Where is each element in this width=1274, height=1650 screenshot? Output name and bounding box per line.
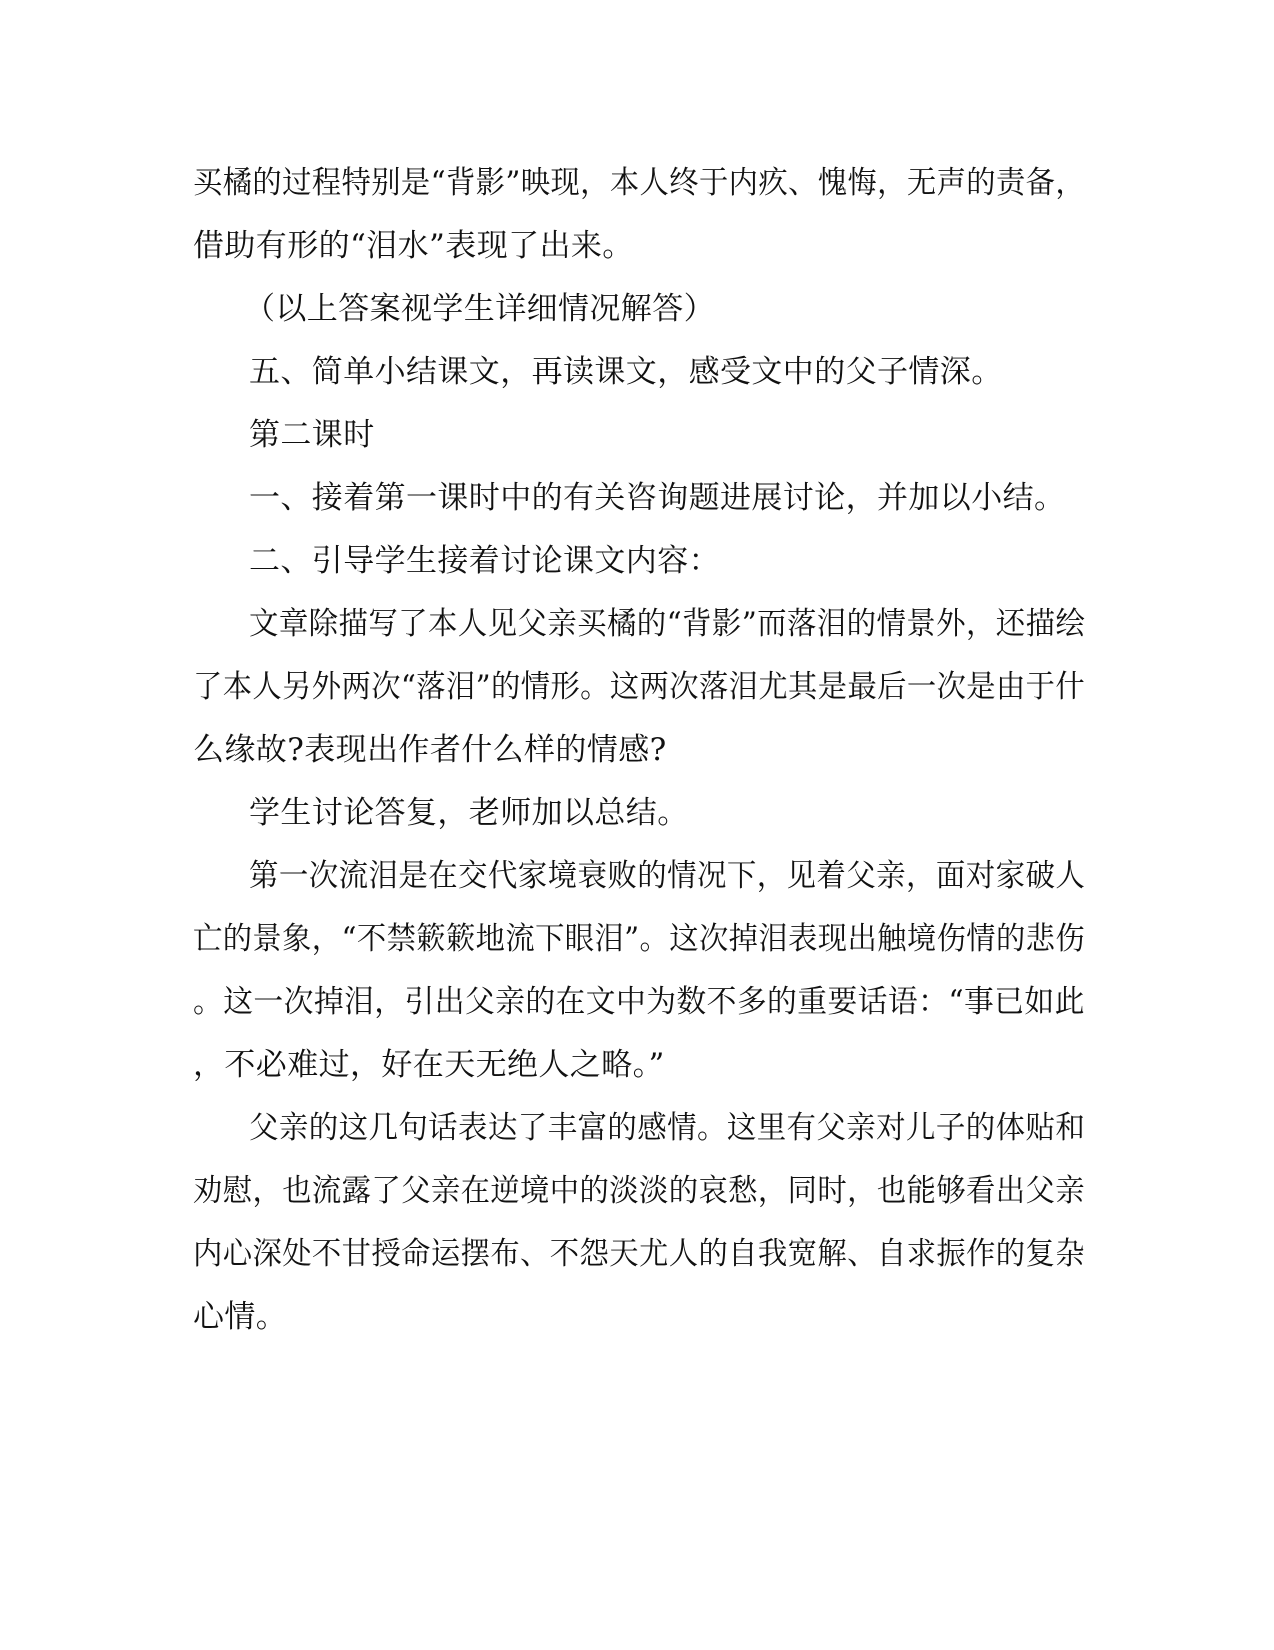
text-line: 了本人另外两次“落泪”的情形。这两次落泪尤其是最后一次是由于什 <box>193 669 1086 705</box>
text-line: 二、引导学生接着讨论课文内容： <box>249 543 720 579</box>
text-line: 父亲的这几句话表达了丰富的感情。这里有父亲对儿子的体贴和 <box>249 1110 1086 1146</box>
text-line: 学生讨论答复，老师加以总结。 <box>249 795 689 831</box>
text-line: 么缘故?表现出作者什么样的情感? <box>193 732 667 768</box>
text-line: 内心深处不甘授命运摆布、不怨天尤人的自我宽解、自求振作的复杂 <box>193 1236 1085 1272</box>
text-line: 。这一次掉泪，引出父亲的在文中为数不多的重要话语：“事已如此 <box>193 984 1085 1020</box>
text-line: 买橘的过程特别是“背影”映现，本人终于内疚、愧悔，无声的责备， <box>193 165 1086 201</box>
text-line: 文章除描写了本人见父亲买橘的“背影”而落泪的情景外，还描绘 <box>249 606 1086 642</box>
text-line: 心情。 <box>193 1299 288 1335</box>
text-line: 五、简单小结课文，再读课文，感受文中的父子情深。 <box>249 354 1003 390</box>
text-line: 亡的景象，“不禁簌簌地流下眼泪”。这次掉泪表现出触境伤情的悲伤 <box>193 921 1086 957</box>
text-line: 借助有形的“泪水”表现了出来。 <box>193 228 634 264</box>
text-line: 劝慰，也流露了父亲在逆境中的淡淡的哀愁，同时，也能够看出父亲 <box>193 1173 1085 1209</box>
text-line: 第一次流泪是在交代家境衰败的情况下，见着父亲，面对家破人 <box>249 858 1086 894</box>
section-heading: 第二课时 <box>249 417 375 453</box>
text-line: （以上答案视学生详细情况解答） <box>244 291 715 327</box>
text-line: 一、接着第一课时中的有关咨询题进展讨论，并加以小结。 <box>249 480 1066 516</box>
text-line: ，不必难过，好在天无绝人之略。” <box>193 1047 665 1083</box>
